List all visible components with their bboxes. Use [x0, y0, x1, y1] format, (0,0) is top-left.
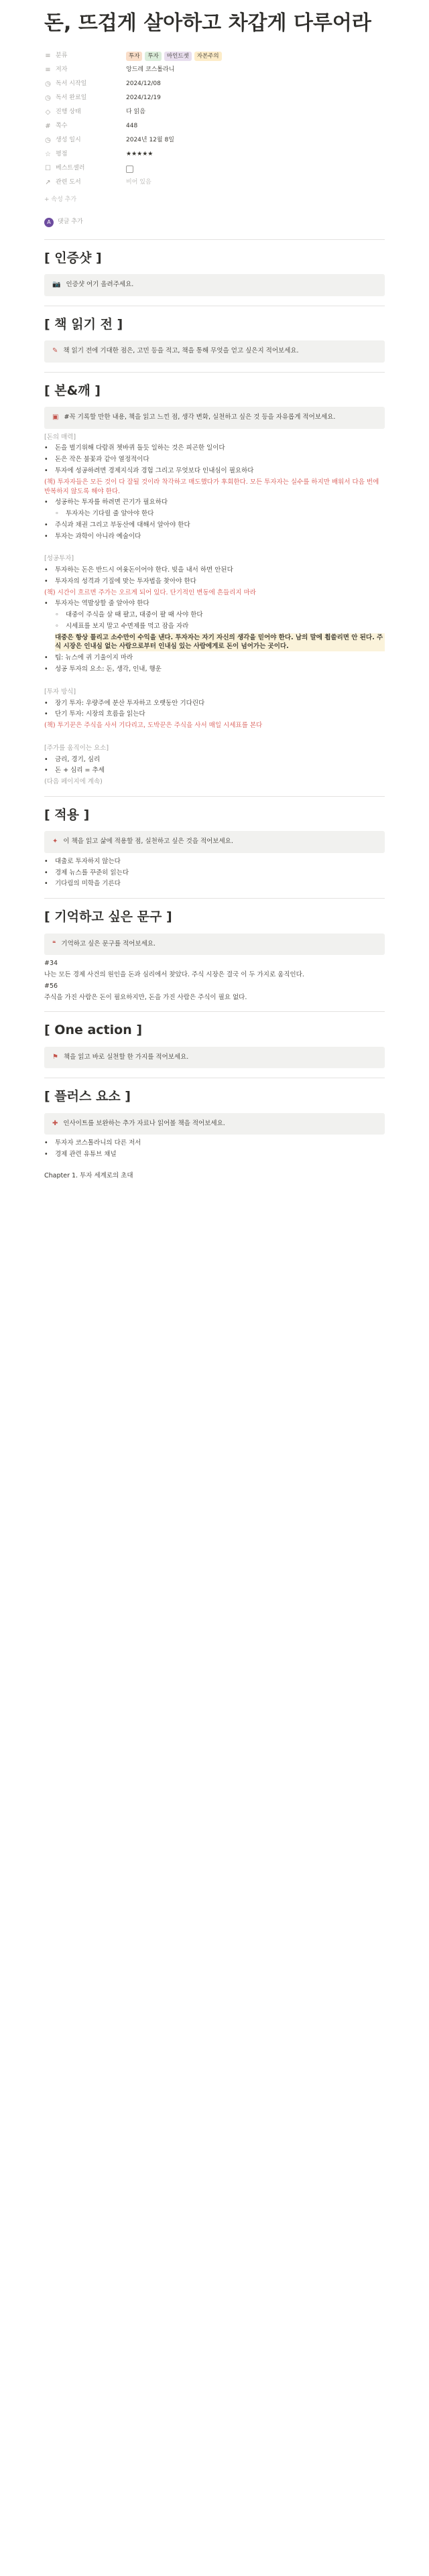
property-row[interactable]: [44, 176, 385, 190]
section-title-action: [ One action ]: [44, 1023, 143, 1038]
callout-text: 기억하고 싶은 문구를 적어보세요.: [61, 940, 156, 948]
list-item: [44, 879, 385, 889]
property-value[interactable]: [126, 150, 385, 159]
text: 대중은 항상 틀리고 소수만이 수익을 낸다. 투자자는 자기 자신의 생각을 믿어야 한다. 남의 말에 휩쓸리면 안 된다. 주식 시장은 인내심 없는 사람으로부터 인내심 있는 사람에게로 돈이 넘어가는 곳이다.: [55, 633, 385, 652]
callout-text: #꼭 기록할 만한 내용, 책을 읽고 느낀 점, 생각 변화, 실천하고 싶은 것 등을 자유롭게 적어보세요.: [64, 413, 336, 422]
text: 경제 관련 유튜브 채널: [55, 1151, 117, 1159]
paragraph: [44, 993, 385, 1003]
bullet-icon: ◦: [55, 611, 59, 619]
highlight-item: [44, 633, 385, 652]
tag[interactable]: 마인드셋: [164, 52, 192, 61]
list-item: [44, 699, 385, 708]
property-value[interactable]: [126, 136, 385, 145]
list-item: [44, 498, 385, 507]
paragraph: [44, 588, 385, 598]
section-title-apply: [ 적용 ]: [44, 807, 90, 822]
list-item: [44, 521, 385, 530]
list-item: [44, 868, 385, 878]
property-icon: ◇: [45, 108, 51, 116]
text: 성공 투자의 요소: 돈, 생각, 인내, 행운: [55, 665, 162, 673]
tag[interactable]: 투자: [126, 52, 142, 61]
text: 성공하는 투자를 하려면 끈기가 필요하다: [55, 499, 168, 507]
divider: [44, 796, 385, 797]
flag-icon: ⚑: [52, 1053, 58, 1061]
list-item: [44, 1150, 385, 1159]
bullet-icon: •: [44, 857, 48, 865]
property-value[interactable]: [126, 52, 385, 61]
list-item: [44, 665, 385, 674]
property-row[interactable]: [44, 50, 385, 64]
property-row[interactable]: [44, 64, 385, 78]
section-title-photo: [ 인증샷 ]: [44, 250, 102, 265]
callout-plus[interactable]: [44, 1113, 385, 1135]
property-icon: ◷: [45, 80, 51, 88]
text: 경제 뉴스를 꾸준히 읽는다: [55, 868, 129, 877]
callout-photo[interactable]: [44, 274, 385, 296]
list-item: [44, 532, 385, 541]
spacer: [44, 543, 385, 552]
property-label: 저자: [56, 66, 68, 74]
property-icon: ↗: [45, 178, 51, 186]
text: 주식과 채권 그리고 부동산에 대해서 알아야 한다: [55, 521, 190, 529]
bullet-icon: •: [44, 665, 48, 673]
text: [성공투자]: [44, 555, 74, 563]
callout-text: 인사이트를 보완하는 추가 자료나 읽어볼 책을 적어보세요.: [63, 1119, 225, 1127]
text: 돈은 작은 불꽃과 같아 열정적이다: [55, 456, 149, 464]
property-icon: #: [45, 122, 51, 130]
list-item: [44, 610, 385, 620]
bullet-icon: •: [44, 532, 48, 540]
bullet-icon: ◦: [55, 622, 59, 630]
text: #34: [44, 960, 58, 968]
callout-quotes[interactable]: [44, 933, 385, 956]
list-item: [44, 857, 385, 866]
list-item: [44, 455, 385, 464]
property-row[interactable]: [44, 92, 385, 106]
list-item: [44, 766, 385, 775]
property-key: [44, 80, 126, 90]
property-label: 관련 도서: [56, 179, 81, 186]
callout-text: 책 읽기 전에 기대한 점은, 고민 등을 적고, 책을 통해 무엇을 얻고 싶은지 적어보세요.: [63, 347, 299, 355]
callout-text: 책을 읽고 바로 실천할 한 가지를 적어보세요.: [63, 1053, 189, 1061]
spacer: [44, 732, 385, 742]
list-item: [44, 566, 385, 575]
property-label: 쪽수: [56, 123, 68, 130]
plus-icon: ✚: [52, 1119, 58, 1127]
text: 투자에 성공하려면 경제지식과 경험 그리고 무엇보다 인내심이 필요하다: [55, 466, 254, 474]
bullet-icon: •: [44, 767, 48, 775]
bullet-icon: •: [44, 755, 48, 763]
callout-action[interactable]: [44, 1047, 385, 1069]
callout-notes[interactable]: [44, 407, 385, 429]
spacer: [44, 676, 385, 686]
property-text: 다 읽음: [126, 109, 145, 116]
text: [돈의 매력]: [44, 433, 76, 441]
bullet-icon: •: [44, 456, 48, 464]
avatar: A: [44, 218, 54, 227]
property-value[interactable]: [126, 122, 385, 131]
text: 팁: 뉴스에 귀 기울이지 마라: [55, 654, 133, 662]
callout-text: 인증샷 여기 올려주세요.: [66, 281, 134, 289]
camera-icon: 📷: [52, 281, 61, 289]
property-label: 진행 상태: [56, 109, 81, 116]
property-text: 2024/12/08: [126, 80, 161, 88]
property-text: 앙드레 코스톨라니: [126, 66, 175, 74]
property-value[interactable]: [126, 66, 385, 74]
property-value[interactable]: [126, 108, 385, 117]
text: 시세표를 보지 말고 수면제를 먹고 잠을 자라: [66, 622, 189, 630]
text: 투자는 과학이 아니라 예술이다: [55, 532, 141, 540]
footer-text: Chapter 1. 투자 세계로의 초대: [44, 1171, 133, 1179]
text: 단기 투자: 시장의 흐름을 읽는다: [55, 710, 145, 718]
text: 투자자의 성격과 기질에 맞는 투자법을 찾아야 한다: [55, 577, 196, 585]
property-value[interactable]: [126, 178, 385, 187]
quotes-body: [44, 959, 385, 1002]
property-value[interactable]: [126, 80, 385, 88]
list-item: [44, 755, 385, 765]
list-item: [44, 509, 385, 519]
property-text: 2024년 12월 8일: [126, 137, 174, 144]
list-item: [44, 653, 385, 663]
property-icon: ◷: [45, 94, 51, 102]
bullet-icon: ◦: [55, 510, 59, 518]
properties: [44, 50, 385, 190]
section-title-plus: [ 플러스 요소 ]: [44, 1089, 131, 1104]
divider: [44, 372, 385, 373]
list-item: [44, 710, 385, 719]
property-label: 분류: [56, 52, 68, 60]
property-key: [44, 52, 126, 62]
property-key: [44, 164, 126, 174]
comment-row[interactable]: [44, 218, 385, 227]
bullet-icon: •: [44, 444, 48, 452]
tag[interactable]: 자본주의: [194, 52, 222, 61]
bulb-icon: ✦: [52, 838, 58, 846]
property-icon: ≡: [45, 66, 51, 74]
bullet-icon: •: [44, 577, 48, 585]
paragraph: [44, 982, 385, 991]
plus-body: [44, 1139, 385, 1159]
tag[interactable]: 투자: [145, 52, 161, 61]
section-title-before: [ 책 읽기 전 ]: [44, 316, 123, 332]
property-key: [44, 150, 126, 160]
property-key: [44, 136, 126, 146]
property-text: ★★★★★: [126, 151, 154, 158]
property-key: [44, 66, 126, 76]
text: 기다림의 미학을 기른다: [55, 880, 121, 888]
property-icon: ◷: [45, 136, 51, 144]
pin-icon: ✎: [52, 347, 58, 355]
bullet-icon: •: [44, 880, 48, 888]
note-icon: ▣: [52, 413, 59, 422]
list-item: [44, 622, 385, 631]
bullet-icon: •: [44, 710, 48, 718]
text: [주가를 움직이는 요소]: [44, 744, 109, 752]
property-label: 독서 시작일: [56, 80, 87, 88]
apply-body: [44, 857, 385, 889]
paragraph: [44, 688, 385, 697]
property-label: 독서 완료일: [56, 94, 87, 102]
text: (책) 투기꾼은 주식을 사서 기다리고, 도박꾼은 주식을 사서 매일 시세표를 본다: [44, 722, 263, 730]
divider: [44, 239, 385, 240]
property-text: 2024/12/19: [126, 94, 161, 102]
bullet-icon: •: [44, 1151, 48, 1159]
paragraph: [44, 959, 385, 968]
paragraph: [44, 970, 385, 980]
quote-icon: ❝: [52, 940, 56, 948]
callout-apply[interactable]: [44, 831, 385, 853]
list-item: [44, 577, 385, 586]
property-label: 생성 일시: [56, 137, 81, 144]
paragraph: [44, 721, 385, 730]
property-label: 평점: [56, 151, 68, 158]
property-row[interactable]: [44, 106, 385, 120]
text: 대중이 주식을 살 때 팔고, 대중이 팔 때 사야 한다: [66, 611, 203, 619]
bullet-icon: •: [44, 521, 48, 529]
list-item: [44, 444, 385, 453]
bullet-icon: •: [44, 868, 48, 877]
text: (책) 투자자들은 모든 것이 다 잘될 것이라 착각하고 매도했다가 후회한다. 모든 투자자는 실수를 하지만 배워서 다음 번에 반복하지 않도록 해야 한다.: [44, 478, 379, 495]
checkbox[interactable]: [126, 166, 133, 173]
list-item: [44, 466, 385, 476]
text: 돈을 벌기위해 다람쥐 쳇바퀴 돌듯 일하는 것은 피곤한 일이다: [55, 444, 225, 452]
text: 투자자 코스톨라니의 다른 저서: [55, 1139, 141, 1147]
property-key: [44, 108, 126, 118]
property-icon: ☆: [45, 150, 51, 158]
add-comment-label: 댓글 추가: [58, 218, 83, 226]
bullet-icon: •: [44, 600, 48, 608]
property-key: [44, 122, 126, 132]
property-text: 비어 있음: [126, 179, 151, 186]
paragraph: [44, 554, 385, 564]
section-title-quotes: [ 기억하고 싶은 문구 ]: [44, 909, 172, 925]
property-row[interactable]: [44, 162, 385, 176]
property-icon: ≡: [45, 52, 51, 60]
property-value[interactable]: [126, 94, 385, 103]
text: 투자자는 역발상할 줄 알아야 한다: [55, 600, 149, 608]
paragraph: [44, 478, 385, 497]
text: 장기 투자: 우량주에 분산 투자하고 오랫동안 기다린다: [55, 699, 205, 707]
divider: [44, 1011, 385, 1012]
page-title: 돈, 뜨겁게 살아하고 차갑게 다루어라: [44, 11, 371, 35]
property-text: 448: [126, 123, 138, 130]
text: 나는 모든 경제 사건의 원인을 돈과 심리에서 찾았다. 주식 시장은 결국 이 두 가지로 움직인다.: [44, 971, 304, 979]
list-item: [44, 1139, 385, 1148]
property-row[interactable]: [44, 78, 385, 92]
property-label: 베스트셀러: [56, 165, 85, 172]
paragraph: [44, 744, 385, 753]
text: 대출로 투자하지 않는다: [55, 857, 121, 865]
text: (책) 시간이 흐르면 주가는 오르게 되어 있다. 단기적인 변동에 흔들리지 마라: [44, 588, 256, 596]
callout-text: 이 책을 읽고 삶에 적용할 점, 실천하고 싶은 것을 적어보세요.: [63, 838, 233, 846]
list-item: [44, 599, 385, 608]
property-icon: ☐: [45, 164, 51, 172]
text: #56: [44, 982, 58, 990]
text: [투자 방식]: [44, 688, 76, 696]
divider: [44, 898, 385, 899]
callout-before[interactable]: [44, 340, 385, 363]
bullet-icon: •: [44, 499, 48, 507]
notes-body: [44, 433, 385, 787]
paragraph: [44, 433, 385, 442]
text: 돈 + 심리 = 추세: [55, 767, 105, 775]
text: 투자하는 돈은 반드시 여윳돈이어야 한다. 빚을 내서 하면 안된다: [55, 566, 233, 574]
text: 금리, 경기, 심리: [55, 755, 101, 763]
property-key: [44, 94, 126, 104]
property-row[interactable]: [44, 148, 385, 162]
bullet-icon: •: [44, 654, 48, 662]
property-value[interactable]: [126, 166, 385, 173]
bullet-icon: •: [44, 566, 48, 574]
bullet-icon: •: [44, 699, 48, 707]
bullet-icon: •: [44, 466, 48, 474]
property-key: [44, 178, 126, 188]
text: (다음 페이지에 계속): [44, 778, 103, 786]
text: 주식을 가진 사람은 돈이 필요하지만, 돈을 가진 사람은 주식이 필요 없다.: [44, 993, 247, 1001]
paragraph: [44, 777, 385, 787]
section-title-notes: [ 본&깨 ]: [44, 383, 101, 398]
bullet-icon: •: [44, 1139, 48, 1147]
text: 투자자는 기다릴 줄 알아야 한다: [66, 510, 154, 518]
add-property-button[interactable]: + 속성 추가: [44, 196, 77, 203]
property-row[interactable]: [44, 134, 385, 148]
property-row[interactable]: [44, 120, 385, 134]
